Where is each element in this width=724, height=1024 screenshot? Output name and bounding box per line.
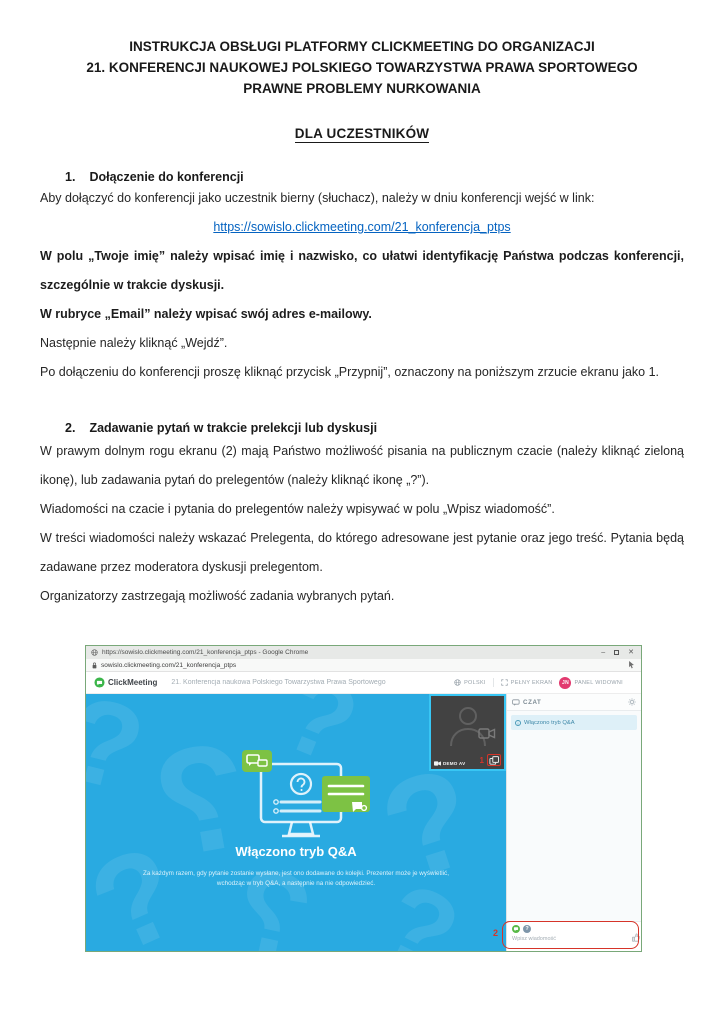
lock-icon bbox=[92, 662, 97, 669]
document-subtitle: DLA UCZESTNIKÓW bbox=[294, 126, 430, 141]
paragraph: Następnie należy kliknąć „Wejdź”. bbox=[40, 336, 228, 350]
webinar-room-content bbox=[86, 694, 641, 951]
qa-illustration bbox=[216, 750, 376, 842]
cursor-arrow-icon[interactable] bbox=[628, 661, 635, 669]
section-2-heading: 2. Zadawanie pytań w trakcie prelekcji lub dyskusji bbox=[65, 421, 378, 435]
chat-title: CZAT bbox=[523, 698, 542, 706]
conference-link-line bbox=[40, 213, 684, 242]
qa-enabled-banner: i Włączono tryb Q&A bbox=[511, 715, 637, 730]
user-menu[interactable] bbox=[559, 677, 623, 689]
chat-bubble-icon bbox=[512, 699, 520, 706]
paragraph: Wiadomości na czacie i pytania do prelegentów należy wpisywać w polu „Wpisz wiadomość”. bbox=[40, 502, 555, 516]
paragraph: W treści wiadomości należy wskazać Prelegenta, do którego adresowane jest pytanie oraz jego treść. Pytania będą zadawane przez moderatora dyskusji prelegentom. bbox=[40, 531, 684, 574]
title-line-2: 21. KONFERENCJI NAUKOWEJ POLSKIEGO TOWARZYSTWA PRAWA SPORTOWEGO bbox=[86, 60, 638, 75]
browser-addressbar[interactable] bbox=[86, 659, 641, 672]
language-selector[interactable]: POLSKI bbox=[454, 679, 486, 686]
globe-icon bbox=[454, 679, 461, 686]
presenter-video-tile[interactable] bbox=[429, 694, 506, 771]
qa-mode-title: Włączono tryb Q&A bbox=[235, 844, 357, 859]
paragraph: W polu „Twoje imię” należy wpisać imię i nazwisko, co ułatwi identyfikację Państwa podczas konferencji, szczególnie w trakcie dyskusji. bbox=[40, 249, 684, 292]
gear-icon[interactable] bbox=[628, 698, 636, 706]
url-text[interactable]: sowislo.clickmeeting.com/21_konferencja_ptps bbox=[101, 661, 237, 669]
section-1-heading: 1. Dołączenie do konferencji bbox=[65, 170, 244, 184]
camera-icon bbox=[434, 761, 441, 766]
chat-panel bbox=[506, 694, 641, 951]
fullscreen-button[interactable]: PEŁNY EKRAN bbox=[501, 679, 553, 686]
chat-header bbox=[507, 694, 641, 711]
clickmeeting-logo bbox=[94, 677, 157, 688]
event-title: 21. Konferencja naukowa Polskiego Towarzystwa Prawa Sportowego bbox=[171, 679, 386, 686]
annotation-marker-1: 1 bbox=[479, 756, 484, 765]
annotation-marker-2: 2 bbox=[492, 928, 498, 938]
person-silhouette-icon bbox=[447, 704, 491, 746]
minimize-button[interactable]: – bbox=[601, 649, 606, 656]
question-mode-icon[interactable] bbox=[523, 925, 531, 933]
paragraph: Po dołączeniu do konferencji proszę kliknąć przycisk „Przypnij”, oznaczony na poniższym zrzucie ekranu jako 1. bbox=[40, 365, 660, 379]
window-controls bbox=[601, 649, 636, 656]
chat-input-icons bbox=[512, 925, 636, 933]
brand-name: ClickMeeting bbox=[108, 678, 158, 687]
embedded-screenshot bbox=[85, 645, 642, 952]
chat-message-input[interactable]: Wpisz wiadomość bbox=[512, 936, 557, 942]
user-name: PANEL WIDOWNI bbox=[574, 679, 623, 686]
public-chat-icon[interactable] bbox=[512, 925, 520, 933]
header-right bbox=[454, 677, 623, 689]
paragraph: Organizatorzy zastrzegają możliwość zadania wybranych pytań. bbox=[40, 589, 395, 603]
info-icon bbox=[515, 720, 521, 726]
title-line-1: INSTRUKCJA OBSŁUGI PLATFORMY CLICKMEETING DO ORGANIZACJI bbox=[129, 39, 595, 54]
thumbs-up-icon[interactable] bbox=[632, 933, 640, 942]
avatar[interactable]: JN bbox=[559, 677, 571, 689]
section-2-number: 2. bbox=[65, 421, 76, 435]
camera-outline-icon bbox=[478, 728, 496, 739]
paragraph: Aby dołączyć do konferencji jako uczestnik bierny (słuchacz), należy w dniu konferencji wejść w link: bbox=[40, 191, 595, 205]
paragraph: W prawym dolnym rogu ekranu (2) mają Państwo możliwość pisania na publicznym czacie (należy kliknąć zieloną ikonę), lub zadawania pytań do prelegentów (należy kliknąć ikonę „?”). bbox=[40, 444, 684, 487]
conference-link[interactable]: https://sowislo.clickmeeting.com/21_konferencja_ptps bbox=[213, 220, 511, 234]
paragraph: W rubryce „Email” należy wpisać swój adres e-mailowy. bbox=[40, 307, 372, 321]
clickmeeting-header bbox=[86, 672, 641, 694]
chrome-favicon-globe-icon bbox=[91, 649, 98, 656]
browser-titlebar bbox=[86, 646, 641, 659]
document-title bbox=[40, 36, 684, 99]
close-button[interactable]: ✕ bbox=[628, 649, 634, 656]
clickmeeting-logo-icon bbox=[94, 677, 105, 688]
header-divider bbox=[493, 678, 494, 687]
maximize-button[interactable] bbox=[614, 650, 619, 655]
pin-icon bbox=[489, 756, 499, 765]
qa-mode-subtext: Za każdym razem, gdy pytanie zostanie wysłane, jest ono dodawane do kolejki. Prezenter może je wyświetlić, wchodząc w tryb Q&A, a następnie na nie odpowiedzieć. bbox=[143, 870, 449, 887]
chat-input-area[interactable] bbox=[507, 921, 641, 951]
section-1-number: 1. bbox=[65, 170, 76, 184]
fullscreen-icon bbox=[501, 679, 508, 686]
title-line-3: PRAWNE PROBLEMY NURKOWANIA bbox=[243, 81, 481, 96]
window-title: https://sowislo.clickmeeting.com/21_konferencja_ptps - Google Chrome bbox=[102, 649, 309, 656]
video-source-label: DEMO AV bbox=[434, 761, 465, 766]
pin-button[interactable] bbox=[487, 754, 501, 766]
